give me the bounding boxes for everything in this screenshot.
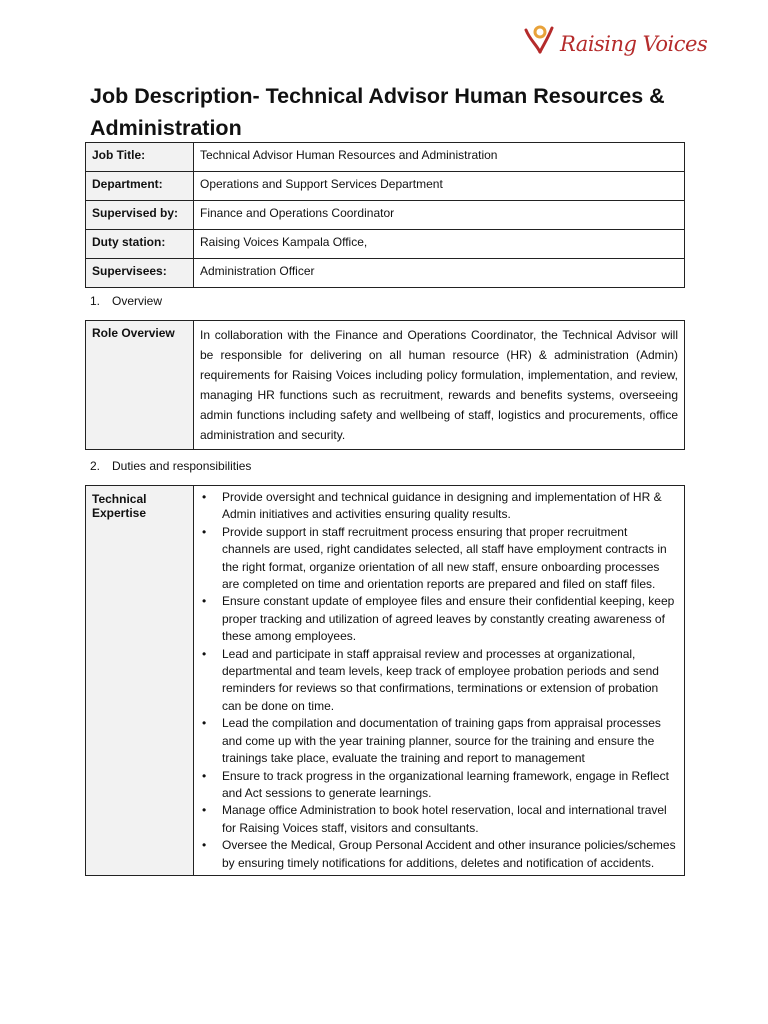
duty-text: Provide oversight and technical guidance in designing and implementation of HR & Admin initiatives and activities ensuring quality results. — [222, 490, 662, 522]
section-duties-heading — [90, 459, 251, 473]
section-title: Overview — [112, 294, 163, 308]
bullet-icon: • — [202, 768, 207, 783]
info-value: Finance and Operations Coordinator — [194, 201, 685, 230]
info-value: Raising Voices Kampala Office, — [194, 230, 685, 259]
duty-item — [200, 768, 678, 803]
duty-item — [200, 715, 678, 767]
technical-expertise-label: Technical Expertise — [86, 486, 194, 876]
info-label: Department: — [86, 172, 194, 201]
info-row — [86, 230, 685, 259]
technical-expertise-cell — [194, 486, 685, 876]
info-row — [86, 201, 685, 230]
bullet-icon: • — [202, 524, 207, 539]
info-label: Duty station: — [86, 230, 194, 259]
duty-item — [200, 802, 678, 837]
duty-list — [200, 489, 678, 872]
info-value: Administration Officer — [194, 259, 685, 288]
info-row — [86, 259, 685, 288]
duty-text: Lead the compilation and documentation of training gaps from appraisal processes and come up with the year training planner, source for the training and ensure the trainings take place, evaluate the training and report to management — [222, 716, 661, 766]
page-title: Job Description- Technical Advisor Human Resources & Administration — [90, 84, 665, 140]
technical-expertise-row — [86, 486, 685, 876]
role-overview-label: Role Overview — [86, 321, 194, 450]
logo-text: Raising Voices — [560, 32, 708, 56]
bullet-icon: • — [202, 716, 207, 731]
info-label: Job Title: — [86, 143, 194, 172]
duty-text: Ensure to track progress in the organizational learning framework, engage in Reflect and Act sessions to generate learnings. — [222, 768, 669, 800]
role-overview-text: In collaboration with the Finance and Operations Coordinator, the Technical Advisor will be responsible for delivering on all human resource (HR) & administration (Admin) requirements for Raising Voices including policy formulation, implementation, and review, managing HR functions such as recruitment, rewards and benefits systems, overseeing admin functions including safety and wellbeing of staff, logistics and procurements, office administration and security. — [194, 321, 685, 450]
duty-text: Provide support in staff recruitment process ensuring that proper recruitment channels are used, right candidates selected, all staff have employment contracts in the right format, organize orientation of all new staff, ensure onboarding processes are completed on time and orientation reports are prepared and filed on staff files. — [222, 524, 667, 592]
info-value: Technical Advisor Human Resources and Administration — [194, 143, 685, 172]
raising-voices-logo — [520, 20, 708, 68]
duty-item — [200, 646, 678, 716]
section-overview-heading — [90, 294, 162, 308]
duty-text: Manage office Administration to book hotel reservation, local and international travel for Raising Voices staff, visitors and consultants. — [222, 803, 667, 835]
role-overview-table — [85, 320, 685, 450]
duty-item — [200, 489, 678, 524]
info-label: Supervised by: — [86, 201, 194, 230]
section-number: 2. — [90, 459, 101, 473]
duty-text: Oversee the Medical, Group Personal Accident and other insurance policies/schemes by ensuring timely notifications for additions, deletes and notification of accidents. — [222, 838, 676, 870]
role-overview-row — [86, 321, 685, 450]
duty-item — [200, 524, 678, 594]
voice-figure-icon — [520, 22, 560, 62]
duty-text: Ensure constant update of employee files and ensure their confidential keeping, keep proper tracking and utilization of agreed leaves by constantly creating awareness of these among employees. — [222, 594, 675, 644]
info-value: Operations and Support Services Department — [194, 172, 685, 201]
bullet-icon: • — [202, 646, 207, 661]
section-title: Duties and responsibilities — [112, 459, 252, 473]
bullet-icon: • — [202, 803, 207, 818]
duty-item — [200, 593, 678, 645]
duty-text: Lead and participate in staff appraisal review and processes at organizational, departmental and team levels, keep track of employee probation periods and send reminders for reviews so that confirmations, terminations or extension of probation can be done on time. — [222, 646, 659, 713]
section-number: 1. — [90, 294, 101, 308]
duties-table — [85, 485, 685, 876]
bullet-icon: • — [202, 594, 207, 609]
info-label: Supervisees: — [86, 259, 194, 288]
bullet-icon: • — [202, 838, 207, 853]
duty-item — [200, 837, 678, 872]
job-info-table — [85, 142, 685, 288]
bullet-icon: • — [202, 490, 207, 504]
info-row — [86, 143, 685, 172]
info-row — [86, 172, 685, 201]
